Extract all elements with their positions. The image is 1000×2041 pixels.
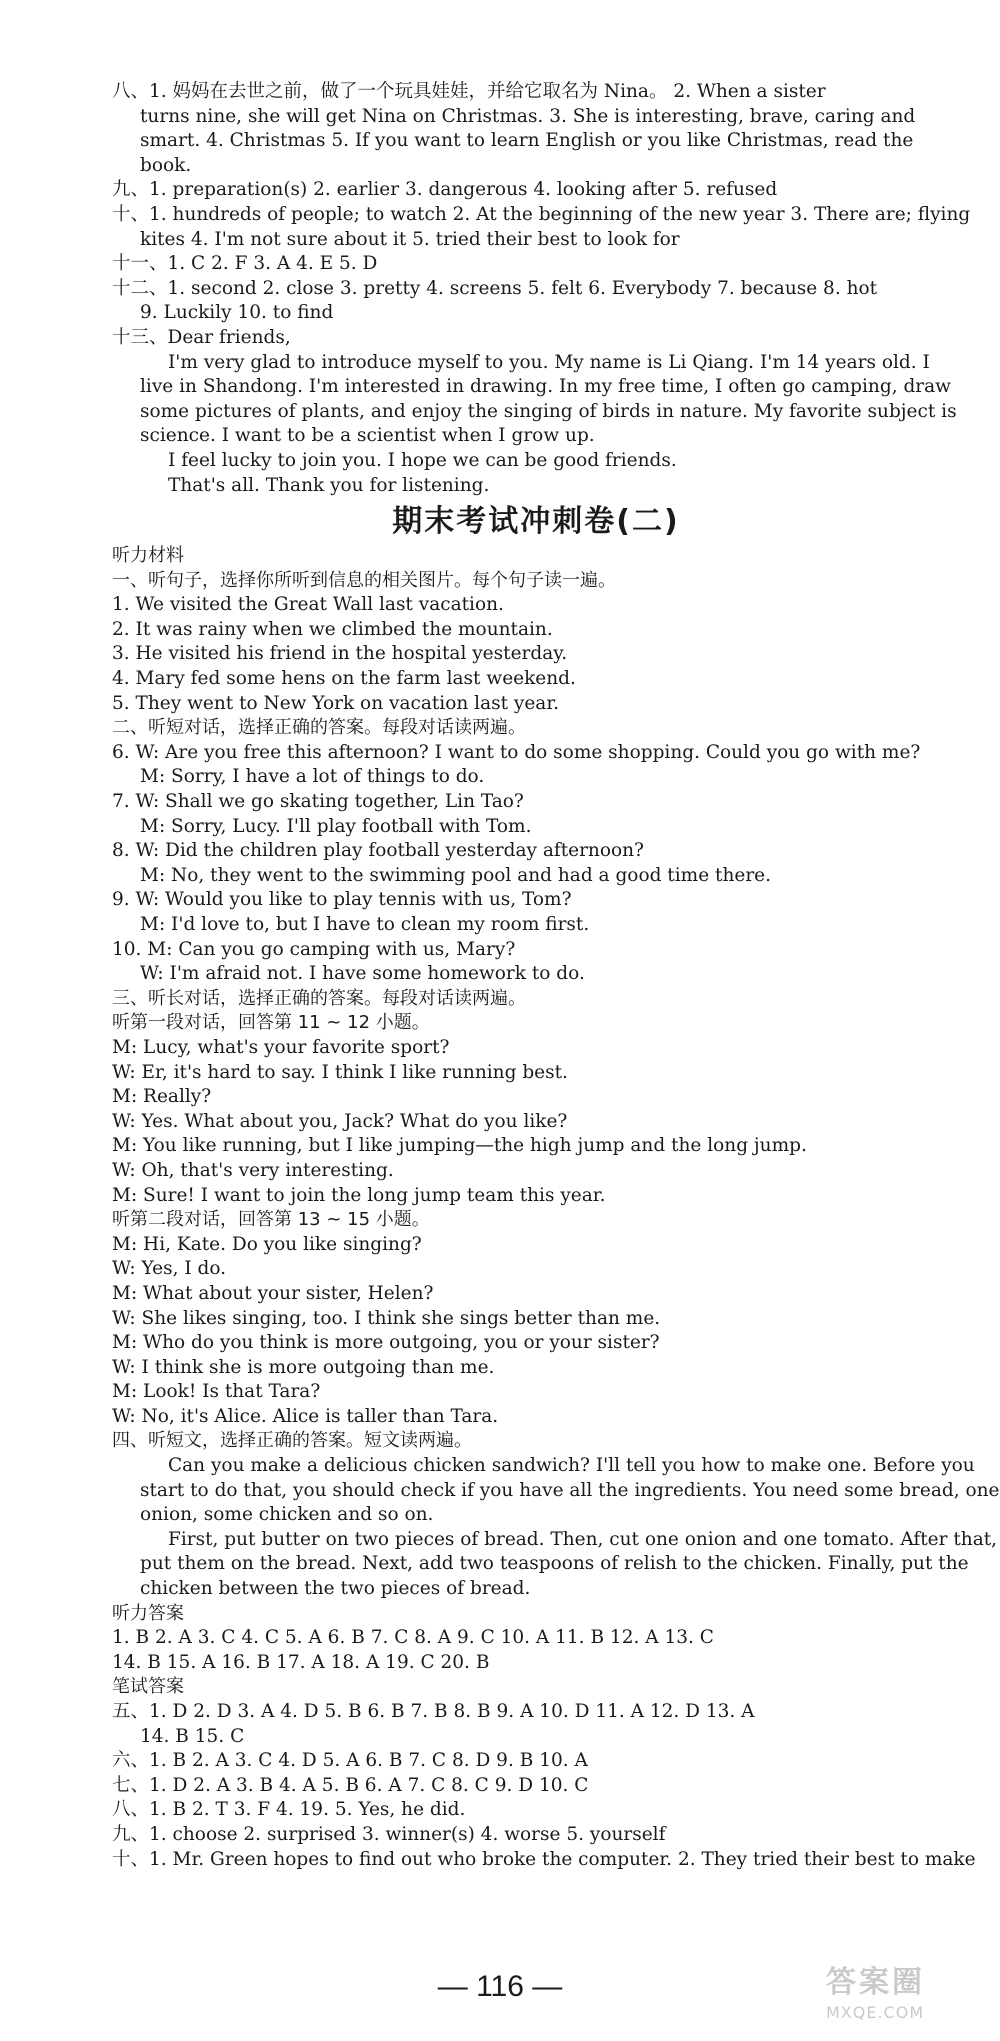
text-line: 九、1. preparation(s) 2. earlier 3. dangerous 4. looking after 5. refused — [112, 179, 778, 201]
text-line: 听力答案 — [112, 1602, 184, 1624]
text-line: 听第二段对话，回答第 13 ~ 15 小题。 — [112, 1209, 430, 1231]
text-line: 十一、1. C 2. F 3. A 4. E 5. D — [112, 253, 378, 275]
text-line: science. I want to be a scientist when I grow up. — [140, 425, 595, 447]
text-line: 10. M: Can you go camping with us, Mary? — [112, 938, 516, 960]
text-line: M: Sure! I want to join the long jump team this year. — [112, 1184, 606, 1206]
text-line: 7. W: Shall we go skating together, Lin Tao? — [112, 791, 524, 813]
text-line: W: I think she is more outgoing than me. — [112, 1356, 495, 1378]
text-line: M: I'd love to, but I have to clean my room first. — [140, 914, 590, 935]
text-line: 八、1. B 2. T 3. F 4. 19. 5. Yes, he did. — [112, 1799, 466, 1821]
text-line: 十二、1. second 2. close 3. pretty 4. screens 5. felt 6. Everybody 7. because 8. hot — [112, 277, 878, 299]
answers-previous-paper — [112, 80, 971, 498]
text-line: 14. B 15. A 16. B 17. A 18. A 19. C 20. B — [112, 1651, 490, 1673]
text-line: 十、1. hundreds of people; to watch 2. At the beginning of the new year 3. There are; flying — [112, 203, 971, 225]
text-line: M: What about your sister, Helen? — [112, 1282, 434, 1304]
text-line: 听第一段对话，回答第 11 ~ 12 小题。 — [112, 1012, 430, 1034]
text-line: 9. Luckily 10. to find — [140, 302, 334, 324]
text-line: 五、1. D 2. D 3. A 4. D 5. B 6. B 7. B 8. B 9. A 10. D 11. A 12. D 13. A — [112, 1701, 755, 1722]
text-line: 三、听长对话，选择正确的答案。每段对话读两遍。 — [112, 987, 526, 1009]
text-line: M: Hi, Kate. Do you like singing? — [112, 1233, 422, 1255]
text-line: put them on the bread. Next, add two teaspoons of relish to the chicken. Finally, put the — [140, 1553, 969, 1575]
text-line: M: Who do you think is more outgoing, you or your sister? — [112, 1332, 660, 1354]
text-line: 一、听句子，选择你所听到信息的相关图片。每个句子读一遍。 — [112, 569, 616, 591]
text-line: 5. They went to New York on vacation last year. — [112, 692, 560, 714]
watermark-url: MXQE.COM — [826, 2003, 925, 2022]
text-line: That's all. Thank you for listening. — [168, 474, 490, 496]
text-line: W: Yes, I do. — [112, 1258, 227, 1280]
page-number: — 116 — — [437, 1970, 563, 2003]
text-line: book. — [140, 154, 192, 176]
text-line: I'm very glad to introduce myself to you. My name is Li Qiang. I'm 14 years old. I — [168, 351, 930, 373]
text-line: W: Er, it's hard to say. I think I like running best. — [112, 1061, 568, 1083]
text-line: 14. B 15. C — [140, 1725, 245, 1747]
text-line: start to do that, you should check if you have all the ingredients. You need some bread, one — [140, 1479, 1000, 1501]
text-line: M: Look! Is that Tara? — [112, 1381, 321, 1403]
text-line: 十、1. Mr. Green hopes to find out who broke the computer. 2. They tried their best to make — [112, 1848, 976, 1870]
text-line: onion, some chicken and so on. — [140, 1504, 434, 1526]
watermark-text: 答案圈 — [826, 1965, 925, 2000]
text-line: W: She likes singing, too. I think she sings better than me. — [112, 1307, 661, 1329]
text-line: smart. 4. Christmas 5. If you want to learn English or you like Christmas, read the — [140, 130, 914, 152]
text-line: M: You like running, but I like jumping—the high jump and the long jump. — [112, 1135, 807, 1157]
text-line: kites 4. I'm not sure about it 5. tried their best to look for — [140, 228, 680, 250]
text-line: turns nine, she will get Nina on Christmas. 3. She is interesting, brave, caring and — [140, 105, 916, 127]
text-line: 3. He visited his friend in the hospital yesterday. — [112, 643, 568, 665]
text-line: W: Yes. What about you, Jack? What do you like? — [112, 1110, 568, 1132]
text-line: First, put butter on two pieces of bread. Then, cut one onion and one tomato. After that, — [168, 1528, 998, 1550]
text-line: some pictures of plants, and enjoy the singing of birds in nature. My favorite subject is — [140, 400, 957, 422]
section-title: 期末考试冲刺卷(二) — [392, 504, 680, 540]
text-line: 七、1. D 2. A 3. B 4. A 5. B 6. A 7. C 8. C 9. D 10. C — [112, 1774, 589, 1796]
text-line: 八、1. 妈妈在去世之前，做了一个玩具娃娃，并给它取名为 Nina。 2. When a sister — [112, 81, 826, 102]
text-line: M: Really? — [112, 1086, 212, 1108]
text-line: Can you make a delicious chicken sandwich? I'll tell you how to make one. Before you — [168, 1455, 975, 1477]
text-line: W: No, it's Alice. Alice is taller than Tara. — [112, 1405, 499, 1427]
text-line: live in Shandong. I'm interested in drawing. In my free time, I often go camping, draw — [140, 376, 952, 398]
text-line: 6. W: Are you free this afternoon? I want to do some shopping. Could you go with me? — [112, 741, 921, 763]
text-line: 2. It was rainy when we climbed the mountain. — [112, 618, 553, 640]
text-line: I feel lucky to join you. I hope we can be good friends. — [168, 449, 677, 471]
answers-final-exam-2 — [112, 544, 1000, 1872]
text-line: W: I'm afraid not. I have some homework to do. — [140, 963, 585, 985]
text-line: 1. We visited the Great Wall last vacation. — [112, 594, 504, 616]
text-line: 四、听短文，选择正确的答案。短文读两遍。 — [112, 1430, 472, 1452]
text-line: W: Oh, that's very interesting. — [112, 1159, 394, 1181]
text-line: 1. B 2. A 3. C 4. C 5. A 6. B 7. C 8. A 9. C 10. A 11. B 12. A 13. C — [112, 1627, 714, 1649]
text-line: M: Sorry, Lucy. I'll play football with Tom. — [140, 815, 532, 837]
text-line: 笔试答案 — [112, 1676, 184, 1698]
text-line: chicken between the two pieces of bread. — [140, 1578, 531, 1600]
text-line: 九、1. choose 2. surprised 3. winner(s) 4. worse 5. yourself — [112, 1823, 666, 1845]
text-line: 六、1. B 2. A 3. C 4. D 5. A 6. B 7. C 8. D 9. B 10. A — [112, 1750, 588, 1772]
text-line: M: No, they went to the swimming pool and had a good time there. — [140, 864, 771, 886]
watermark-logo — [826, 1965, 976, 2027]
text-line: 9. W: Would you like to play tennis with us, Tom? — [112, 889, 572, 911]
text-line: 二、听短对话，选择正确的答案。每段对话读两遍。 — [112, 717, 526, 739]
text-line: 8. W: Did the children play football yesterday afternoon? — [112, 840, 644, 862]
text-line: 4. Mary fed some hens on the farm last weekend. — [112, 668, 576, 690]
text-line: M: Sorry, I have a lot of things to do. — [140, 766, 485, 788]
text-line: 十三、Dear friends, — [112, 326, 291, 348]
text-line: 听力材料 — [112, 545, 184, 567]
text-line: M: Lucy, what's your favorite sport? — [112, 1036, 450, 1058]
